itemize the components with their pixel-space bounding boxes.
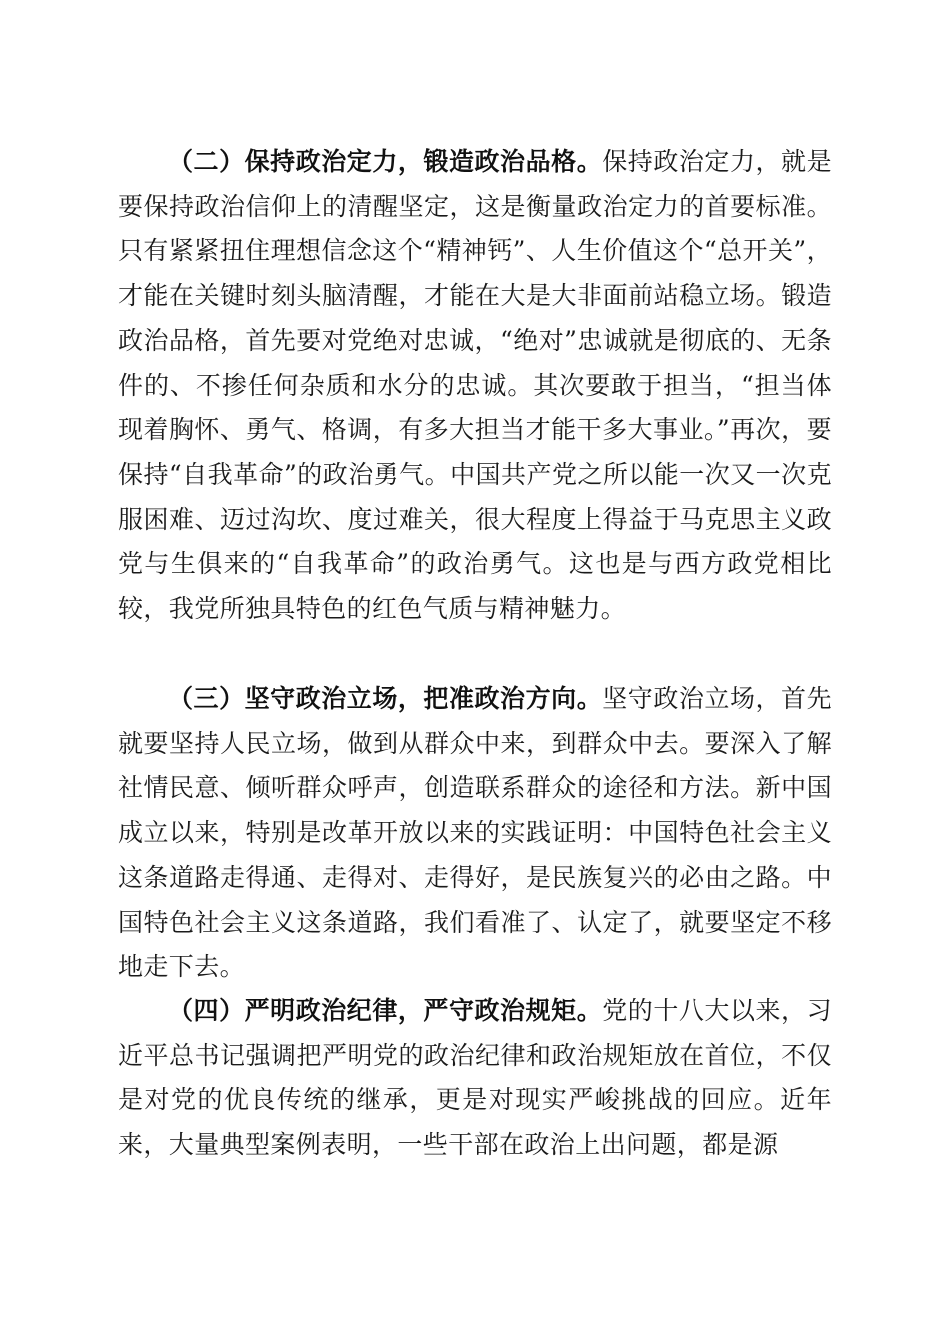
paragraph-political-stability — [118, 140, 832, 632]
paragraph-heading: （四）严明政治纪律，严守政治规矩。 — [168, 996, 603, 1025]
paragraph-body: 保持政治定力，就是要保持政治信仰上的清醒坚定，这是衡量政治定力的首要标准。只有紧紧扭住理想信念这个“精神钙”、人生价值这个“总开关”，才能在关键时刻头脑清醒，才能在大是大非面前站稳立场。锻造政治品格，首先要对党绝对忠诚，“绝对”忠诚就是彻底的、无条件的、不掺任何杂质和水分的忠诚。其次要敢于担当，“担当体现着胸怀、勇气、格调，有多大担当才能干多大事业。”再次，要保持“自我革命”的政治勇气。中国共产党之所以能一次又一次克服困难、迈过沟坎、度过难关，很大程度上得益于马克思主义政党与生俱来的“自我革命”的政治勇气。这也是与西方政党相比较，我党所独具特色的红色气质与精神魅力。 — [118, 147, 832, 624]
paragraph-body: 坚守政治立场，首先就要坚持人民立场，做到从群众中来，到群众中去。要深入了解社情民意、倾听群众呼声，创造联系群众的途径和方法。新中国成立以来，特别是改革开放以来的实践证明：中国特色社会主义这条道路走得通、走得对、走得好，是民族复兴的必由之路。中国特色社会主义这条道路，我们看准了、认定了，就要坚定不移地走下去。 — [118, 684, 832, 982]
paragraph-political-discipline — [118, 989, 832, 1168]
paragraph-body: 党的十八大以来，习近平总书记强调把严明党的政治纪律和政治规矩放在首位，不仅是对党的优良传统的继承，更是对现实严峻挑战的回应。近年来，大量典型案例表明，一些干部在政治上出问题，都是源 — [118, 996, 832, 1160]
paragraph-political-stance — [118, 677, 832, 990]
paragraph-heading: （三）坚守政治立场，把准政治方向。 — [168, 684, 603, 713]
paragraph-heading: （二）保持政治定力，锻造政治品格。 — [168, 147, 603, 176]
